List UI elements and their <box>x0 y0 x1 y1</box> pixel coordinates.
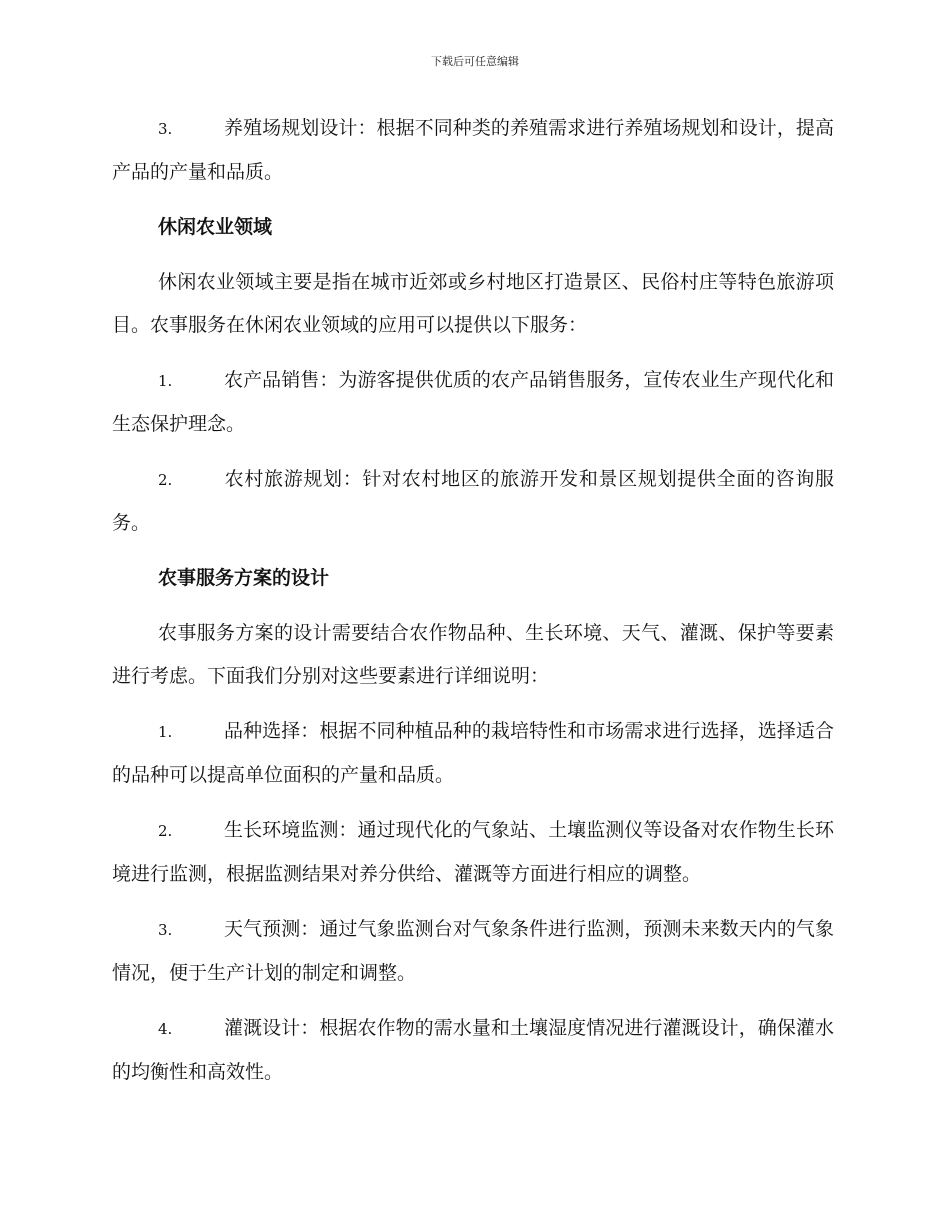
list-item <box>112 458 834 545</box>
list-item-text: 养殖场规划设计：根据不同种类的养殖需求进行养殖场规划和设计，提高产品的产量和品质。 <box>112 117 834 183</box>
list-item-text: 农产品销售：为游客提供优质的农产品销售服务，宣传农业生产现代化和生态保护理念。 <box>112 369 834 435</box>
list-item <box>112 908 834 995</box>
list-item <box>112 107 834 194</box>
list-item <box>112 809 834 896</box>
list-number: 3. <box>158 921 173 939</box>
paragraph: 农事服务方案的设计需要结合农作物品种、生长环境、天气、灌溉、保护等要素进行考虑。下面我们分别对这些要素进行详细说明： <box>112 622 834 687</box>
list-item-text: 天气预测：通过气象监测台对气象条件进行监测，预测未来数天内的气象情况，便于生产计划的制定和调整。 <box>112 918 834 984</box>
list-number: 4. <box>158 1020 173 1038</box>
list-number: 3. <box>158 120 173 138</box>
list-number: 2. <box>158 822 173 840</box>
document-body <box>112 107 834 1106</box>
section-heading: 休闲农业领域 <box>158 216 273 238</box>
list-number: 2. <box>158 471 173 489</box>
list-item <box>112 1007 834 1094</box>
list-item-text: 生长环境监测：通过现代化的气象站、土壤监测仪等设备对农作物生长环境进行监测，根据监测结果对养分供给、灌溉等方面进行相应的调整。 <box>112 819 834 885</box>
list-item-text: 品种选择：根据不同种植品种的栽培特性和市场需求进行选择，选择适合的品种可以提高单位面积的产量和品质。 <box>112 720 834 786</box>
list-number: 1. <box>158 372 173 390</box>
section-heading: 农事服务方案的设计 <box>158 567 330 589</box>
list-number: 1. <box>158 723 173 741</box>
list-item <box>112 359 834 446</box>
list-item-text: 灌溉设计：根据农作物的需水量和土壤湿度情况进行灌溉设计，确保灌水的均衡性和高效性。 <box>112 1017 834 1083</box>
page-header: 下载后可任意编辑 <box>431 55 519 68</box>
paragraph: 休闲农业领域主要是指在城市近郊或乡村地区打造景区、民俗村庄等特色旅游项目。农事服务在休闲农业领域的应用可以提供以下服务： <box>112 271 834 336</box>
list-item-text: 农村旅游规划：针对农村地区的旅游开发和景区规划提供全面的咨询服务。 <box>112 468 834 534</box>
list-item <box>112 710 834 797</box>
